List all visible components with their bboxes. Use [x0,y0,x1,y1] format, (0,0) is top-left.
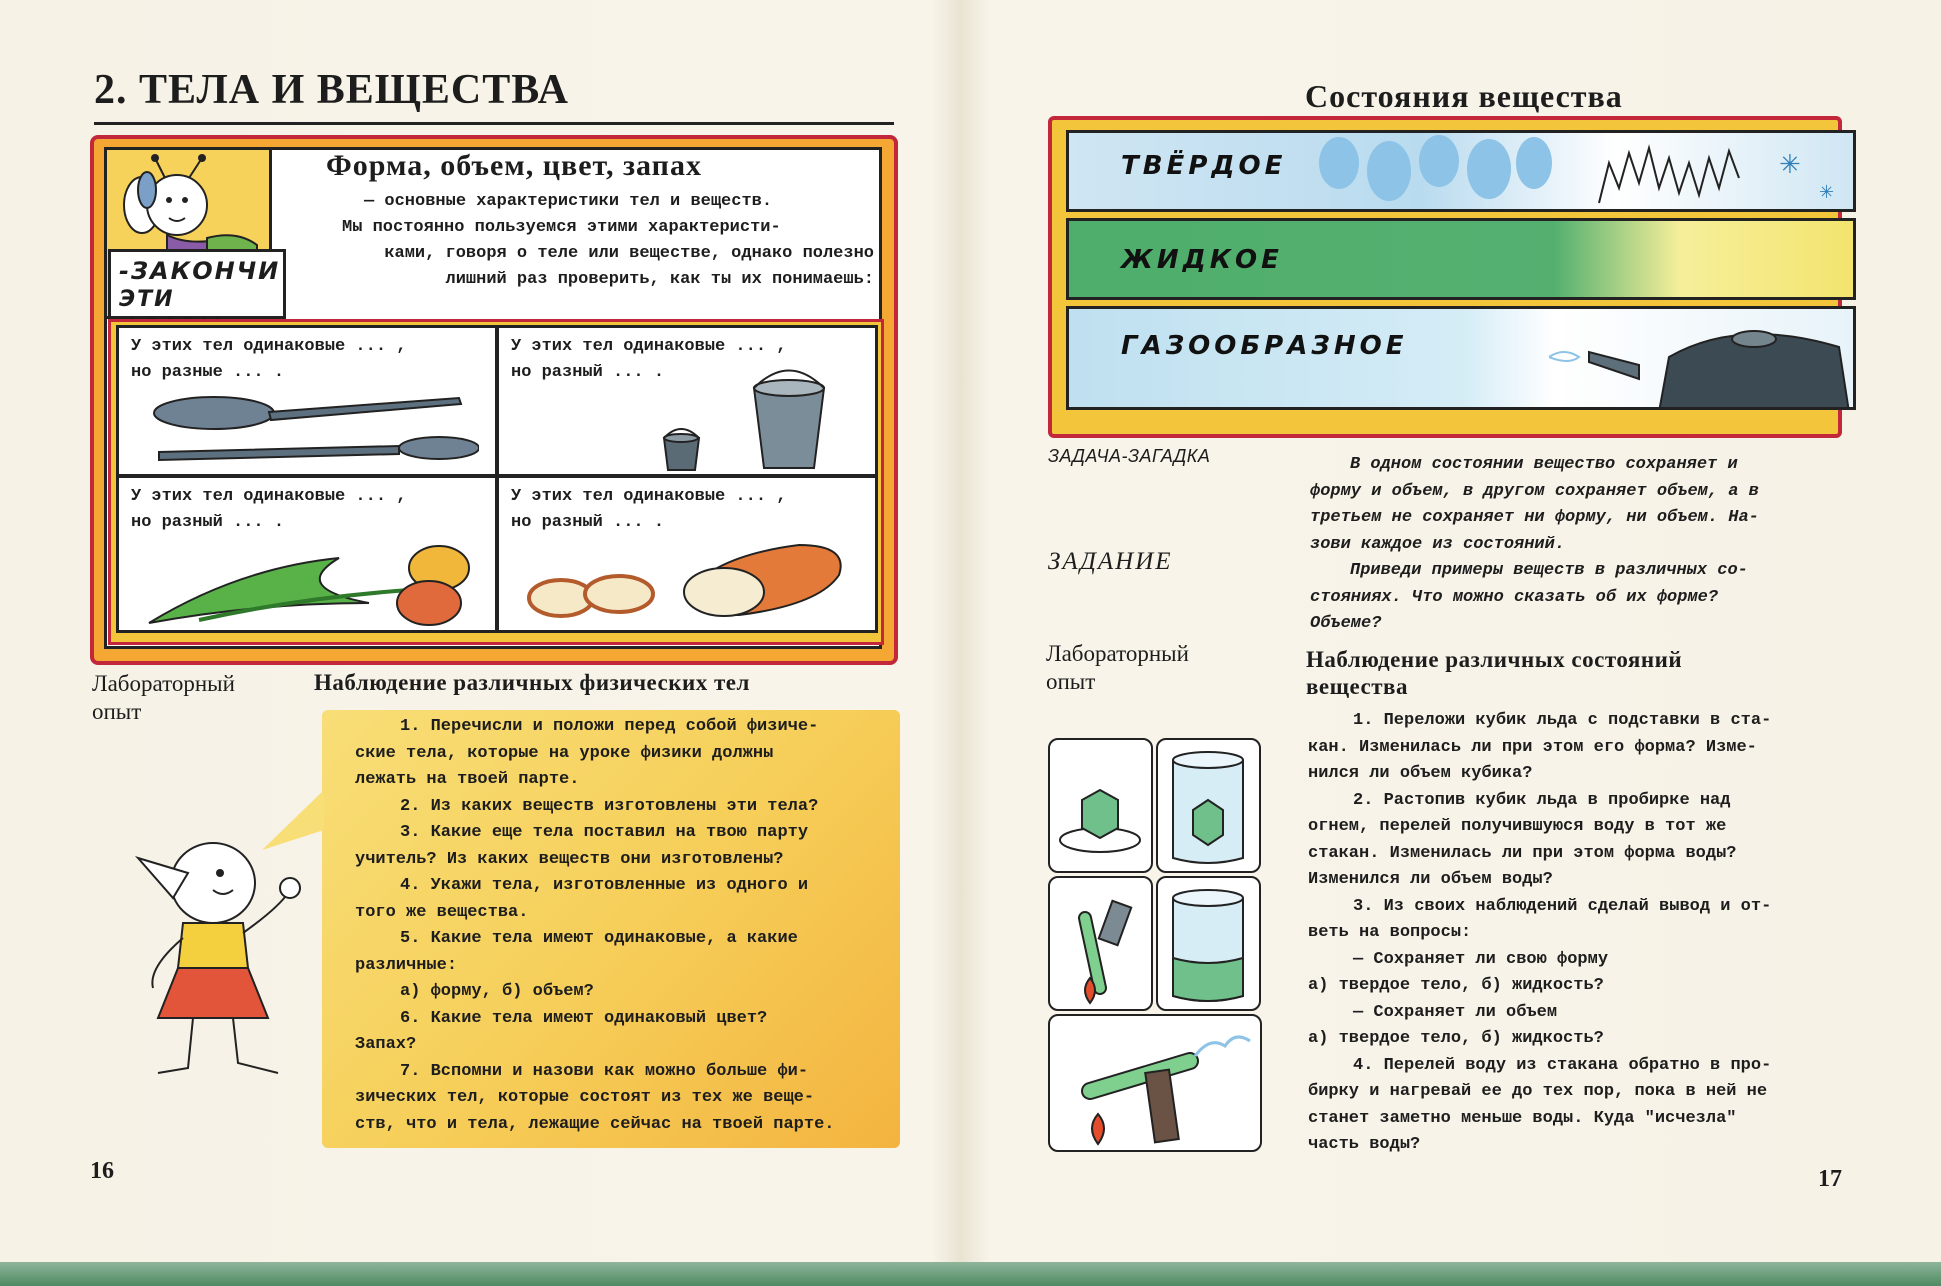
cell-line: но разные ... . [131,363,285,382]
test-tube-flame-icon [1050,878,1151,1009]
page-number-left: 16 [90,1158,114,1184]
task-line: Приведи примеры веществ в различных со- [1350,561,1748,580]
task-line: ств, что и тела, лежащие сейчас на твоей парте. [355,1114,835,1134]
tasks-list [355,714,893,1138]
intro-line: лишний раз проверить, как ты их понимаешь: [445,270,874,289]
book-cover-edge [0,1262,1941,1286]
cell-line: У этих тел одинаковые ... , [131,487,407,506]
tulips-icon [139,528,489,633]
ice-crystals-icon [1319,133,1856,211]
task-label: ЗАДАНИЕ [1048,548,1173,575]
girl-mascot-icon [118,838,318,1098]
glass-with-ice-icon [1158,740,1259,871]
riddle-label: ЗАДАЧА-ЗАГАДКА [1048,446,1211,466]
step-line: огнем, перелей получившуюся воду в тот же [1308,817,1727,836]
ice-cube-icon [1050,740,1151,871]
cell-line: У этих тел одинаковые ... , [131,337,407,356]
spoons-icon [139,390,479,470]
task-line: ские тела, которые на уроке физики должны [355,743,774,763]
task-line: лежать на твоей парте. [355,770,580,789]
task-line: зических тел, которые состоят из тех же веще- [355,1088,815,1107]
experiment-ice-in-glass [1156,738,1261,873]
cell-spoons [116,325,498,477]
riddle-text [1310,452,1845,638]
step-line: станет заметно меньше воды. Куда "исчезла" [1308,1108,1737,1128]
state-label-liquid: ЖИДКОЕ [1121,245,1283,275]
riddle-line: В одном состоянии вещество сохраняет и [1350,455,1738,474]
intro-line: ками, говоря о теле или веществе, однако полезно [384,244,874,263]
svg-text:✳: ✳ [1779,150,1801,180]
task-line: а) форму, б) объем? [400,982,594,1001]
lab-title-line: Наблюдение различных состояний [1306,647,1683,672]
cell-tulips [116,475,498,633]
riddle-line: форму и объем, в другом сохраняет объем, а в [1310,481,1759,501]
step-line: 2. Растопив кубик льда в пробирке над [1353,790,1731,810]
lab-label-line: Лабораторный [1046,641,1189,666]
step-line: веть на вопросы: [1308,923,1472,942]
task-line: 6. Какие тела имеют одинаковый цвет? [400,1008,768,1028]
lab-title-right [1306,646,1682,700]
riddle-line: третьем не сохраняет ни форму, ни объем. На- [1310,508,1759,527]
state-label-gas: ГАЗООБРАЗНОЕ [1121,331,1408,361]
step-line: бирку и нагревай ее до тех пор, пока в ней не [1308,1082,1768,1101]
page-number-right: 17 [1818,1166,1842,1192]
state-bar-liquid [1066,218,1856,300]
step-line: 3. Из своих наблюдений сделай вывод и от- [1353,896,1772,916]
lab-title-left: Наблюдение различных физических тел [314,670,750,695]
lab-label-left [92,670,235,726]
task-line: различные: [355,955,458,975]
lab-label-right [1046,640,1189,696]
step-line: а) твердое тело, б) жидкость? [1308,1029,1604,1048]
buckets-icon [649,358,869,473]
task-line: учитель? Из каких веществ они изготовлены? [355,849,784,869]
experiment-ice-on-stand [1048,738,1153,873]
speech-bubble-line-1: -ЗАКОНЧИ [119,257,281,285]
task-line: того же вещества. [355,902,529,922]
bread-icon [519,530,869,630]
step-line: 1. Переложи кубик льда с подставки в ста- [1353,711,1772,730]
step-line: Изменился ли объем воды? [1308,870,1553,889]
step-line: часть воды? [1308,1135,1421,1154]
step-line: стакан. Изменилась ли при этом форма воды? [1308,843,1737,863]
state-bar-gas [1066,306,1856,410]
intro-text [294,189,874,293]
cell-line: но разный ... . [131,513,285,532]
step-line: — Сохраняет ли свою форму [1353,949,1609,969]
intro-line: Мы постоянно пользуемся этими характеристи- [342,218,781,237]
task-line: стояниях. Что можно сказать об их форме? [1310,587,1719,607]
svg-text:✳: ✳ [1819,182,1835,203]
step-line: 4. Перелей воду из стакана обратно в про- [1353,1055,1772,1075]
cell-buckets [496,325,878,477]
chapter-title: 2. ТЕЛА И ВЕЩЕСТВА [94,67,569,113]
speech-bubble-line-2: ЭТИ [119,287,175,312]
task-line: 1. Перечисли и положи перед собой физиче- [400,717,819,736]
section-title: Форма, объем, цвет, запах [326,149,702,182]
teapot-icon [1549,317,1856,410]
task-line: 7. Вспомни и назови как можно больше фи- [400,1061,809,1081]
intro-line: — основные характеристики тел и веществ. [364,192,773,211]
cell-line: но разный ... . [511,363,665,382]
title-rule [94,122,894,125]
experiment-water-in-glass [1156,876,1261,1011]
task-line: 5. Какие тела имеют одинаковые, а какие [400,929,798,948]
step-line: а) твердое тело, б) жидкость? [1308,976,1604,995]
task-line: 2. Из каких веществ изготовлены эти тела? [400,796,819,816]
step-line: кан. Изменилась ли при этом его форма? Изме- [1308,737,1757,757]
exercise-panel [90,135,898,665]
cell-line: но разный ... . [511,513,665,532]
state-label-solid: ТВЁРДОЕ [1121,151,1287,181]
steps-list [1308,708,1843,1159]
lab-label-line: Лабораторный [92,671,235,696]
cell-line: У этих тел одинаковые ... , [511,337,787,356]
cell-line: У этих тел одинаковые ... , [511,487,787,506]
lab-title-line: вещества [1306,674,1408,699]
experiment-melting-tube [1048,876,1153,1011]
lab-label-line: опыт [92,699,142,724]
boiling-tube-icon [1050,1016,1260,1150]
states-panel [1048,116,1842,438]
task-line: 4. Укажи тела, изготовленные из одного и [400,876,809,895]
step-line: — Сохраняет ли объем [1353,1002,1558,1022]
speech-bubble [108,249,286,319]
riddle-line: зови каждое из состояний. [1310,534,1566,554]
lab-label-line: опыт [1046,669,1096,694]
glass-with-water-icon [1158,878,1259,1009]
task-line: Запах? [355,1035,417,1054]
experiment-boiling-tube [1048,1014,1262,1152]
task-line: Объеме? [1310,614,1382,633]
right-page-title: Состояния вещества [1305,78,1623,114]
state-bar-solid [1066,130,1856,212]
task-line: 3. Какие еще тела поставил на твою парту [400,823,809,842]
cell-bread [496,475,878,633]
step-line: нился ли объем кубика? [1308,764,1533,783]
